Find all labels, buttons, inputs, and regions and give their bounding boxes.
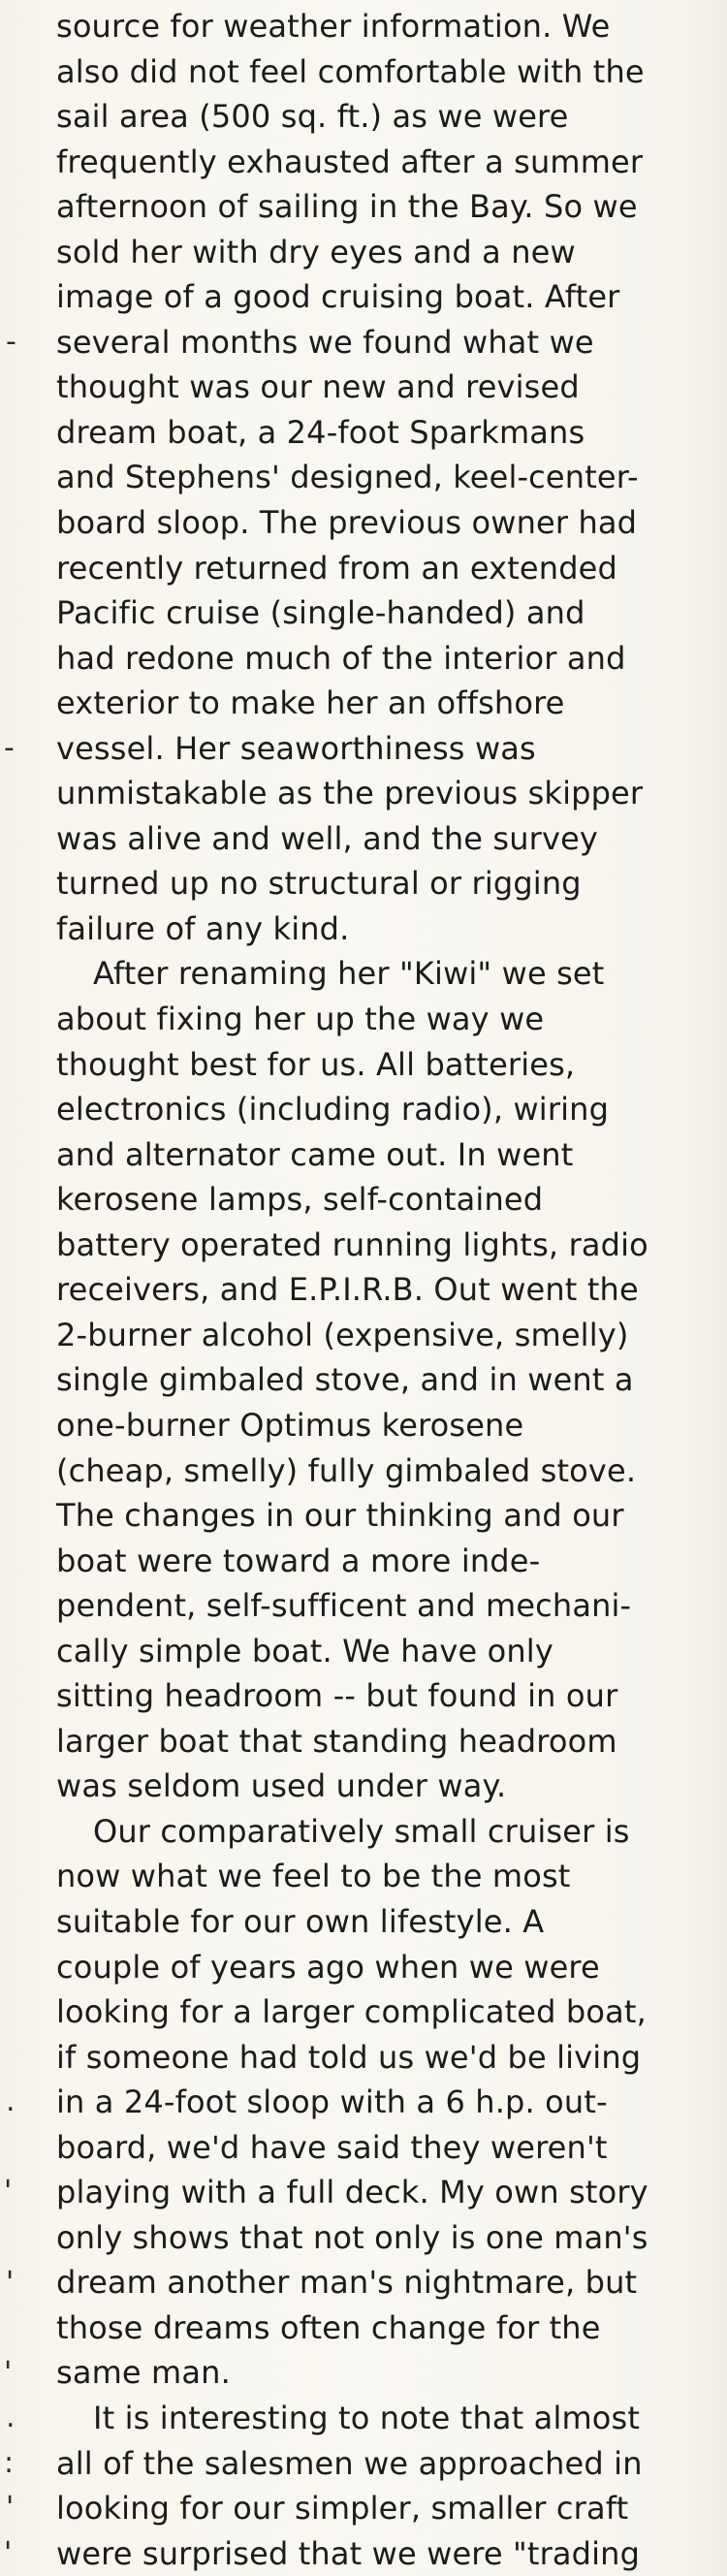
text-line: were surprised that we were "trading — [56, 2534, 641, 2572]
text-line: suitable for our own lifestyle. A — [56, 1902, 545, 1940]
text-line: dream another man's nightmare, but — [56, 2264, 638, 2302]
text-line: and alternator came out. In went — [56, 1135, 574, 1173]
margin-mark: - — [6, 324, 16, 359]
text-line: frequently exhausted after a summer — [56, 143, 644, 180]
text-line: sitting headroom -- but found in our — [56, 1677, 618, 1715]
text-line: all of the salesmen we approached in — [56, 2444, 643, 2482]
text-line: electronics (including radio), wiring — [56, 1091, 610, 1129]
margin-marks — [0, 0, 29, 2570]
text-line: sail area (500 sq. ft.) as we were — [56, 98, 569, 136]
text-line: about fixing her up the way we — [56, 1001, 545, 1038]
article-column — [56, 4, 696, 2576]
text-line: kerosene lamps, self-contained — [56, 1181, 544, 1219]
margin-mark: ' — [4, 2175, 13, 2210]
text-line: unmistakable as the previous skipper — [56, 775, 644, 812]
text-line: The changes in our thinking and our — [56, 1497, 624, 1535]
text-line: board sloop. The previous owner had — [56, 504, 638, 542]
text-line: cally simple boat. We have only — [56, 1632, 553, 1670]
text-line: boat were toward a more inde- — [56, 1542, 541, 1579]
text-line: It is interesting to note that almost — [93, 2399, 641, 2436]
text-line: pendent, self-sufficent and mechani- — [56, 1587, 632, 1625]
margin-mark: . — [6, 2401, 16, 2435]
text-line: failure of any kind. — [56, 909, 350, 947]
text-line: if someone had told us we'd be living — [56, 2038, 642, 2076]
text-line: thought was our new and revised — [56, 368, 580, 406]
text-line: in a 24-foot sloop with a 6 h.p. out- — [56, 2083, 608, 2121]
text-line: After renaming her "Kiwi" we set — [93, 955, 605, 993]
text-line: was alive and well, and the survey — [56, 819, 599, 857]
text-line: looking for a larger complicated boat, — [56, 1993, 647, 2031]
margin-mark: ' — [4, 2355, 13, 2390]
text-line: single gimbaled stove, and in went a — [56, 1361, 634, 1399]
text-line: and Stephens' designed, keel-center- — [56, 459, 639, 496]
text-line: 2-burner alcohol (expensive, smelly) — [56, 1316, 629, 1353]
margin-mark: : — [4, 2445, 15, 2480]
text-line: same man. — [56, 2354, 231, 2392]
text-line: Pacific cruise (single-handed) and — [56, 594, 585, 632]
text-line: only shows that not only is one man's — [56, 2218, 648, 2256]
text-line: those dreams often change for the — [56, 2308, 601, 2346]
text-line: several months we found what we — [56, 323, 594, 361]
text-line: receivers, and E.P.I.R.B. Out went the — [56, 1271, 639, 1309]
margin-mark: - — [4, 730, 15, 765]
text-line: thought best for us. All batteries, — [56, 1045, 576, 1083]
text-line: (cheap, smelly) fully gimbaled stove. — [56, 1451, 637, 1489]
text-line: dream boat, a 24-foot Sparkmans — [56, 413, 585, 451]
margin-mark: ' — [4, 2535, 13, 2570]
text-line: recently returned from an extended — [56, 549, 617, 587]
text-line: afternoon of sailing in the Bay. So we — [56, 188, 638, 226]
text-line: board, we'd have said they weren't — [56, 2128, 608, 2166]
text-line: one-burner Optimus kerosene — [56, 1406, 524, 1444]
text-line: had redone much of the interior and — [56, 639, 626, 677]
margin-mark: ' — [6, 2265, 15, 2300]
text-line: also did not feel comfortable with the — [56, 52, 645, 90]
text-line: looking for our simpler, smaller craft — [56, 2490, 629, 2528]
text-line: image of a good cruising boat. After — [56, 278, 620, 316]
margin-mark: ' — [6, 2491, 15, 2526]
text-line: source for weather information. We — [56, 8, 611, 45]
text-line: vessel. Her seaworthiness was — [56, 729, 536, 767]
text-line: playing with a full deck. My own story — [56, 2174, 648, 2211]
text-line: Our comparatively small cruiser is — [93, 1812, 630, 1850]
text-line: exterior to make her an offshore — [56, 684, 565, 722]
text-line: battery operated running lights, radio — [56, 1225, 648, 1263]
text-line: now what we feel to be the most — [56, 1858, 571, 1895]
text-line: larger boat that standing headroom — [56, 1722, 617, 1760]
text-line: turned up no structural or rigging — [56, 865, 582, 903]
text-line: sold her with dry eyes and a new — [56, 233, 576, 270]
text-line: was seldom used under way. — [56, 1767, 507, 1805]
text-line: couple of years ago when we were — [56, 1948, 600, 1986]
margin-mark: . — [6, 2084, 16, 2119]
